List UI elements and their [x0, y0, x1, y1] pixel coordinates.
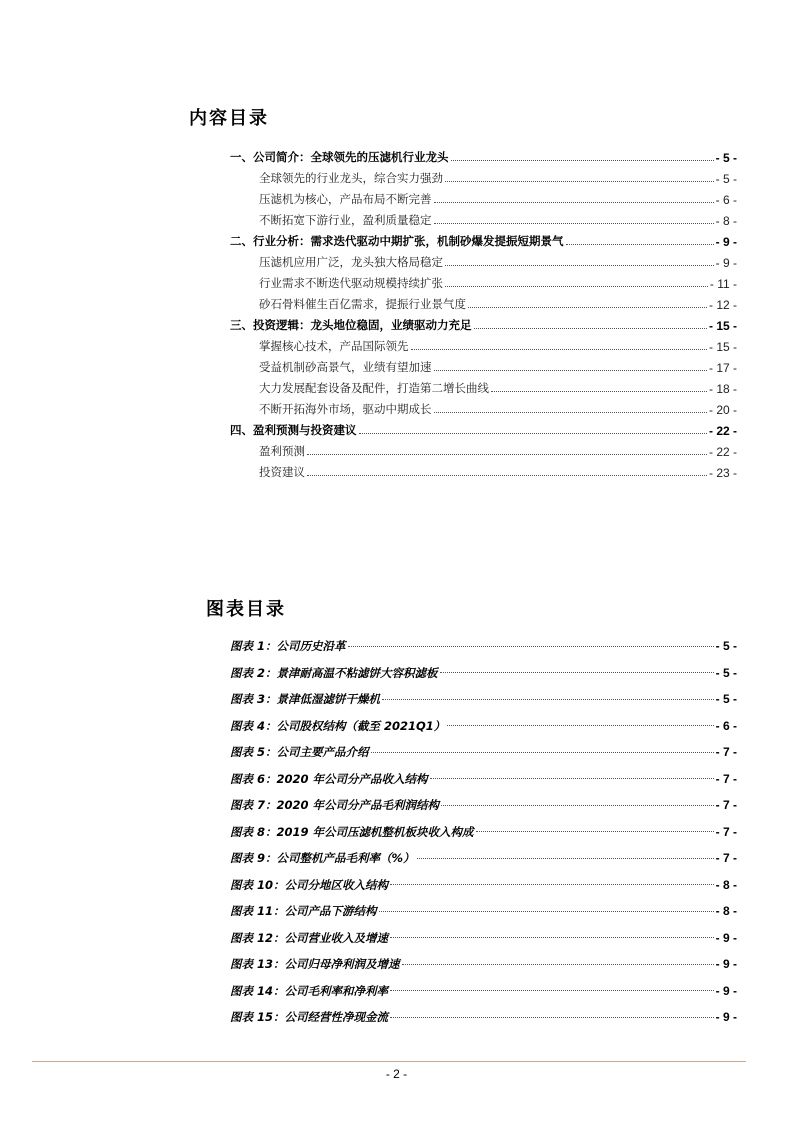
toc-subsection-page: - 17 - [708, 361, 737, 375]
figure-entry-page: - 6 - [715, 718, 737, 733]
toc-subsection-label: 盈利预测 [259, 444, 305, 458]
toc-subsection-label: 不断开拓海外市场，驱动中期成长 [259, 402, 432, 416]
toc-subsection-page: - 6 - [715, 193, 737, 207]
dot-leader [445, 286, 708, 287]
figure-entry-label: 图表 15：公司经营性净现金流 [230, 1010, 389, 1025]
dot-leader [390, 990, 714, 991]
figure-entry-label: 图表 5：公司主要产品介绍 [230, 745, 369, 760]
figure-entry-page: - 7 - [715, 798, 737, 813]
toc-subsection[interactable] [230, 438, 737, 459]
dot-leader [390, 884, 714, 885]
figure-entry[interactable] [230, 819, 737, 846]
figure-entry-page: - 7 - [715, 851, 737, 866]
figure-entry[interactable] [230, 845, 737, 872]
dot-leader [474, 328, 707, 329]
figure-entry-label: 图表 2：景津耐高温不粘滤饼大容积滤板 [230, 665, 438, 680]
toc-section-label: 二、行业分析：需求迭代驱动中期扩张，机制砂爆发提振短期景气 [230, 234, 564, 248]
figure-entry-label: 图表 11：公司产品下游结构 [230, 904, 377, 919]
toc-title: 内容目录 [189, 108, 269, 129]
figure-entry[interactable] [230, 713, 737, 740]
dot-leader [307, 475, 707, 476]
figure-entry-page: - 7 - [715, 745, 737, 760]
figure-entry-page: - 9 - [715, 1010, 737, 1025]
toc-subsection-label: 大力发展配套设备及配件，打造第二增长曲线 [259, 381, 489, 395]
dot-leader [382, 699, 714, 700]
dot-leader [441, 805, 714, 806]
dot-leader [451, 160, 714, 161]
toc-subsection[interactable] [230, 249, 737, 270]
page-number: - 2 - [385, 1067, 408, 1081]
toc-subsection[interactable] [230, 333, 737, 354]
figure-entry[interactable] [230, 951, 737, 978]
dot-leader [411, 349, 707, 350]
figure-entry-label: 图表 13：公司归母净利润及增速 [230, 957, 400, 972]
figure-entry-page: - 9 - [715, 930, 737, 945]
toc-subsection[interactable] [230, 291, 737, 312]
dot-leader [491, 391, 707, 392]
toc-subsection[interactable] [230, 186, 737, 207]
toc-subsection-page: - 5 - [715, 172, 737, 186]
toc-subsection-page: - 12 - [708, 298, 737, 312]
figure-entry-label: 图表 10：公司分地区收入结构 [230, 877, 389, 892]
toc-subsection-page: - 8 - [715, 214, 737, 228]
dot-leader [307, 454, 707, 455]
toc-subsection-label: 行业需求不断迭代驱动规模持续扩张 [259, 276, 443, 290]
dot-leader [430, 778, 714, 779]
figure-entry-label: 图表 6：2020 年公司分产品收入结构 [230, 771, 428, 786]
toc-subsection-label: 全球领先的行业龙头，综合实力强劲 [259, 171, 443, 185]
figure-entry-page: - 9 - [715, 957, 737, 972]
toc-subsection-page: - 23 - [708, 466, 737, 480]
toc-subsection-label: 受益机制砂高景气，业绩有望加速 [259, 360, 432, 374]
dot-leader [440, 672, 714, 673]
toc-subsection-label: 压滤机应用广泛，龙头独大格局稳定 [259, 255, 443, 269]
figure-entry-label: 图表 7：2020 年公司分产品毛利润结构 [230, 798, 440, 813]
toc-section-page: - 9 - [715, 235, 737, 249]
figure-entry-page: - 8 - [715, 877, 737, 892]
toc-section-label: 一、公司简介：全球领先的压滤机行业龙头 [230, 150, 449, 164]
toc-subsection[interactable] [230, 459, 737, 480]
figure-entry[interactable] [230, 739, 737, 766]
figure-entry[interactable] [230, 898, 737, 925]
figure-entry[interactable] [230, 686, 737, 713]
toc-subsection-page: - 9 - [715, 256, 737, 270]
figure-entry-label: 图表 1：公司历史沿革 [230, 639, 346, 654]
toc-section-page: - 5 - [715, 151, 737, 165]
dot-leader [434, 223, 714, 224]
figure-entry-page: - 9 - [715, 983, 737, 998]
toc-subsection-page: - 15 - [708, 340, 737, 354]
figure-entry[interactable] [230, 925, 737, 952]
figure-entry[interactable] [230, 978, 737, 1005]
figure-entry-label: 图表 4：公司股权结构（截至 2021Q1） [230, 718, 446, 733]
figure-list [230, 633, 737, 1031]
toc-subsection-page: - 18 - [708, 382, 737, 396]
dot-leader [566, 244, 714, 245]
toc-subsection[interactable] [230, 207, 737, 228]
dot-leader [348, 646, 714, 647]
toc-section-label: 三、投资逻辑：龙头地位稳固，业绩驱动力充足 [230, 318, 472, 332]
toc-section[interactable] [230, 144, 737, 165]
dot-leader [417, 858, 714, 859]
figure-entry-page: - 5 - [715, 665, 737, 680]
figure-entry-label: 图表 9：公司整机产品毛利率（%） [230, 851, 415, 866]
toc-section[interactable] [230, 312, 737, 333]
dot-leader [445, 265, 714, 266]
toc-subsection-label: 压滤机为核心，产品布局不断完善 [259, 192, 432, 206]
figure-entry[interactable] [230, 1004, 737, 1031]
figure-entry-label: 图表 8：2019 年公司压滤机整机板块收入构成 [230, 824, 474, 839]
figure-entry[interactable] [230, 872, 737, 899]
toc-subsection-label: 投资建议 [259, 465, 305, 479]
figure-entry[interactable] [230, 660, 737, 687]
toc-subsection[interactable] [230, 354, 737, 375]
dot-leader [390, 937, 714, 938]
dot-leader [359, 433, 707, 434]
toc-section-label: 四、盈利预测与投资建议 [230, 423, 357, 437]
footer-divider [32, 1061, 746, 1062]
figure-entry[interactable] [230, 792, 737, 819]
toc-subsection[interactable] [230, 165, 737, 186]
toc-list [230, 144, 737, 480]
dot-leader [402, 964, 714, 965]
figure-entry-label: 图表 12：公司营业收入及增速 [230, 930, 389, 945]
toc-subsection[interactable] [230, 375, 737, 396]
dot-leader [476, 831, 714, 832]
dot-leader [445, 181, 714, 182]
figure-entry-page: - 5 - [715, 692, 737, 707]
toc-section-page: - 15 - [708, 319, 737, 333]
dot-leader [434, 412, 707, 413]
dot-leader [434, 202, 714, 203]
dot-leader [379, 911, 714, 912]
figure-entry-page: - 7 - [715, 771, 737, 786]
figure-entry-label: 图表 3：景津低湿滤饼干燥机 [230, 692, 381, 707]
toc-subsection[interactable] [230, 270, 737, 291]
toc-section-page: - 22 - [708, 424, 737, 438]
toc-subsection-label: 砂石骨料催生百亿需求，提振行业景气度 [259, 297, 466, 311]
figure-entry[interactable] [230, 633, 737, 660]
toc-section[interactable] [230, 417, 737, 438]
figure-entry-page: - 7 - [715, 824, 737, 839]
figure-entry-page: - 8 - [715, 904, 737, 919]
figure-entry-label: 图表 14：公司毛利率和净利率 [230, 983, 389, 998]
dot-leader [434, 370, 707, 371]
toc-subsection-page: - 22 - [708, 445, 737, 459]
toc-subsection-label: 掌握核心技术，产品国际领先 [259, 339, 409, 353]
toc-subsection-page: - 11 - [709, 277, 737, 291]
figure-list-title: 图表目录 [206, 599, 286, 620]
dot-leader [371, 752, 714, 753]
figure-entry[interactable] [230, 766, 737, 793]
figure-entry-page: - 5 - [715, 639, 737, 654]
toc-subsection-page: - 20 - [708, 403, 737, 417]
dot-leader [390, 1017, 714, 1018]
dot-leader [447, 725, 713, 726]
toc-subsection[interactable] [230, 396, 737, 417]
dot-leader [468, 307, 707, 308]
toc-section[interactable] [230, 228, 737, 249]
toc-subsection-label: 不断拓宽下游行业，盈利质量稳定 [259, 213, 432, 227]
